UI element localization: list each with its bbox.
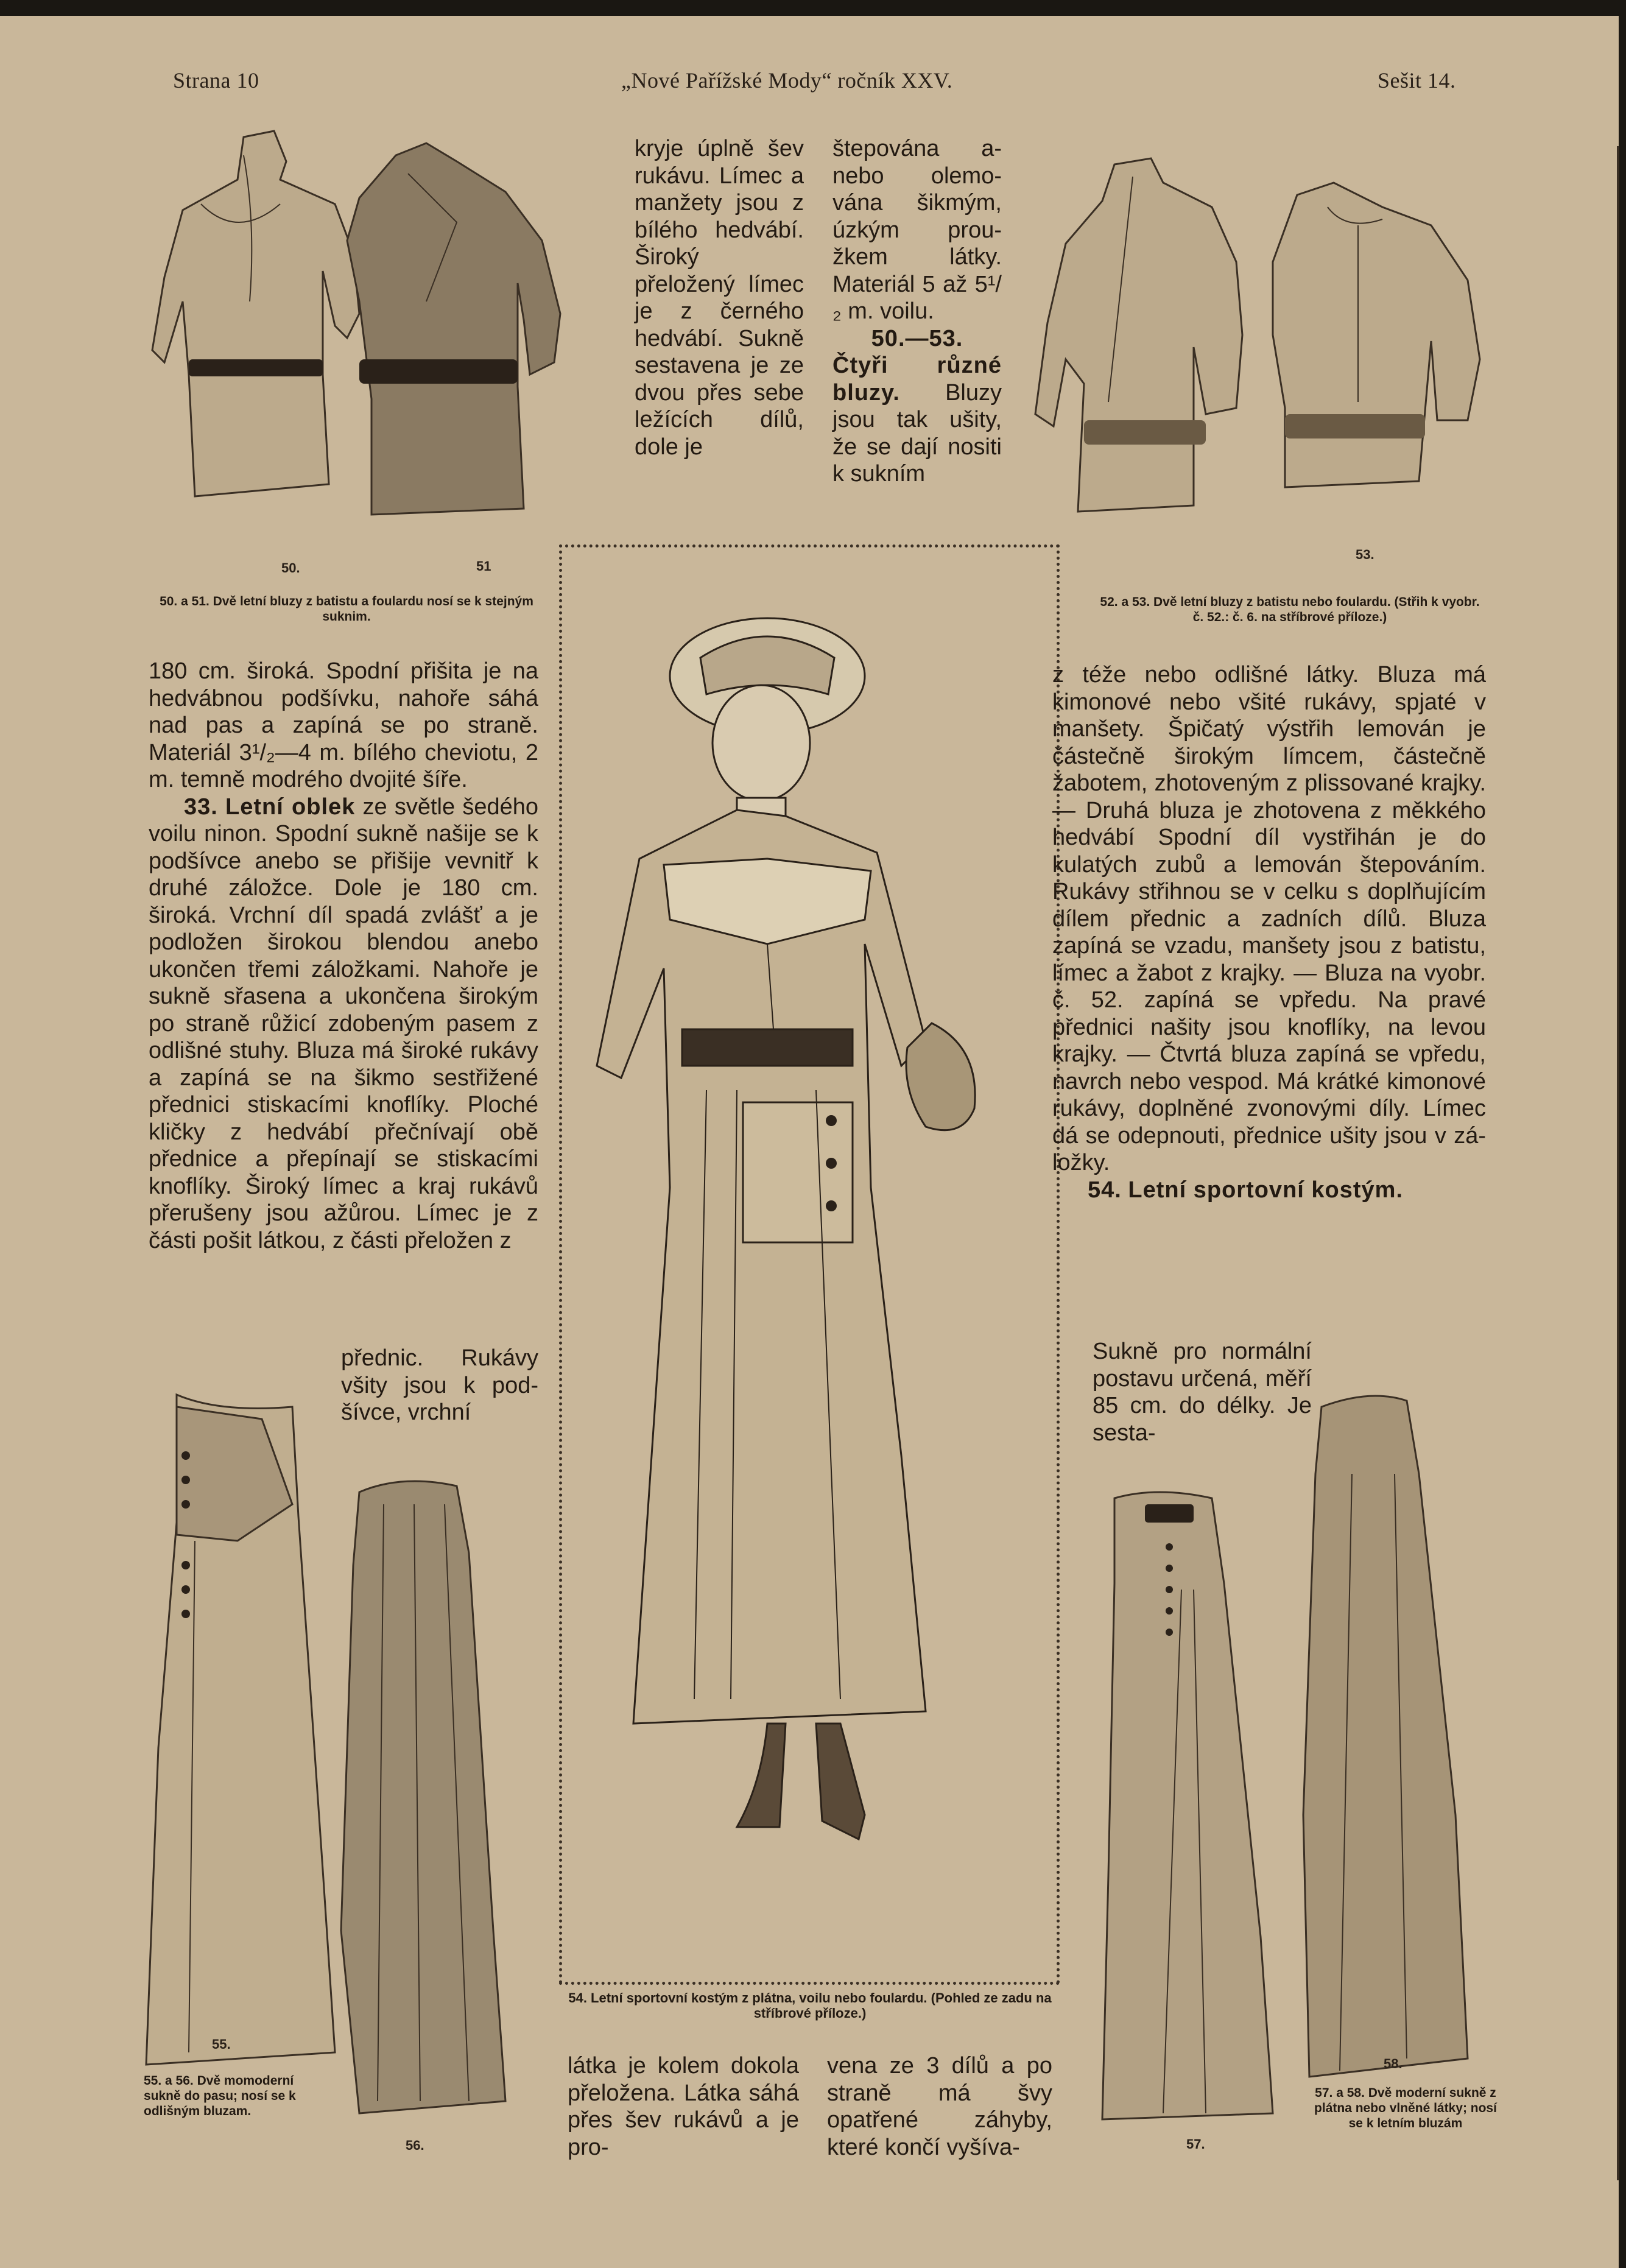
text-column-bottom-right: vena ze 3 dílů a po straně má švy opatřené záhyby, které končí vyšíva-	[827, 2053, 1052, 2160]
text-column-right-continuation: Sukně pro normální postavu určená, měří 85 cm. do délky. Je sesta-	[1093, 1339, 1312, 1446]
caption-50-51: 50. a 51. Dvě letní bluzy z batistu a foulardu nosí se k stejným suknim.	[160, 594, 533, 624]
summer-suit-number: 33.	[184, 794, 218, 820]
text-column-right	[1052, 661, 1486, 1203]
summer-suit-text: ze světle šedého voilu ninon. Spodní sukně našije se k podšívce anebo se přišije vevnitř k druhé záložce. Dole je 180 cm. široká. Vrchní díl spadá zvlášť a je podložen širokou blendou anebo ukončen třemi záložkami. Nahoře je sukně sřasena a ukončena širokým po straně růžicí zdobeným pasem z odlišné stuhy. Bluza má široké rukávy a zapíná se na šikmo sestřižené přednici stiskacími knoflíky. Ploché kličky z hedvábí přečnívají obě přednice a přepínají se stiskacími knoflíky. Široký límec a kraj rukávů přerušeny jsou ažůrou. Límec je z části pošit látkou, z části přeložen z	[149, 794, 538, 1253]
figure-label-53: 53.	[1356, 547, 1374, 562]
four-blouses-heading: Čtyři různé bluzy.	[832, 353, 1002, 406]
left-paragraph-1: 180 cm. široká. Spodní přišita je na hedvábnou podšívku, nahoře sáhá nad pas a zapíná se po straně. Materiál 3¹/₂—4 m. bílého cheviotu, 2 m. temně modrého dvojité šíře.	[149, 658, 538, 792]
caption-54: 54. Letní sportovní kostým z plátna, voilu nebo foulardu. (Pohled ze zadu na stříbrové příloze.)	[568, 1990, 1052, 2021]
sport-costume-illustration-54	[585, 603, 1035, 1955]
blouse-illustration-50-51	[140, 119, 597, 521]
caption-57-58: 57. a 58. Dvě moderní sukně z plátna nebo vlněné látky; nosí se k letním bluzám	[1314, 2086, 1497, 2130]
page-number: Strana 10	[173, 68, 259, 93]
figure-label-58: 58.	[1384, 2056, 1403, 2071]
summer-suit-heading: Letní oblek	[225, 794, 356, 820]
text-column-top-middle-left: kryje úplně šev rukávu. Límec a manžety jsou z bílého hedvábí. Široký přeložený límec je z černého hedvábí. Sukně sestavena je ze dvou přes sebe ležících dílů, dole je	[635, 136, 804, 460]
scan-border-top	[0, 0, 1626, 16]
text-column-bottom-left: látka je kolem dokola přeložena. Látka sáhá přes šev rukávů a je pro-	[568, 2053, 799, 2160]
section-heading-50-53: 50.—53.	[871, 325, 963, 351]
skirt-illustration-57-58	[1090, 1389, 1504, 2156]
blouse-illustration-52-53	[1041, 140, 1498, 518]
text-column-left	[149, 658, 538, 1254]
sport-costume-number: 54.	[1088, 1177, 1122, 1203]
text-column-left-continuation: přednic. Rukávy všity jsou k podšívce, vrchní	[341, 1345, 538, 1425]
figure-label-51: 51	[476, 558, 491, 574]
left-paragraph-2	[149, 794, 538, 1255]
figure-label-55: 55.	[212, 2037, 231, 2052]
blouse-material-text: štepována anebo olemována šikmým, úzkým proužkem látky. Materiál 5 až 5¹/₂ m. voilu.	[832, 136, 1002, 324]
caption-55-56: 55. a 56. Dvě momoderní sukně do pasu; nosí se k odlišným bluzam.	[144, 2074, 296, 2118]
right-paragraph-2	[1052, 1177, 1486, 1204]
figure-label-56: 56.	[406, 2138, 424, 2153]
issue-number: Sešit 14.	[1378, 68, 1456, 93]
four-blouses-text: Bluzy jsou tak ušity, že se dají nositi k sukním	[832, 379, 1002, 487]
skirt-illustration-55-56	[140, 1382, 554, 2144]
right-paragraph-1: z téže nebo odlišné látky. Bluza má kimonové nebo všité rukávy, spjaté v manšety. Špičatý výstřih lemován je částečně širokým límcem, částečně žabotem, zhotoveným z plissované krajky. — Druhá bluza je zhotovena z měkkého hedvábí Spodní díl vystřihán je do kulatých zubů a lemován štepováním. Rukávy střihnou se v celku s doplňujícím dílem přednic a zadních dílů. Bluza zapíná se vzadu, manšety jsou z batistu, límec a žabot z krajky. — Bluza na vyobr. č. 52. zapíná se vpředu. Na pravé přednici našity jsou knoflíky, na levou krajky. — Čtvrtá bluza zapíná se vpředu, navrch nebo vespod. Má krátké kimonové rukávy, doplněné zvonovými díly. Límec dá se odepnouti, přednice ušity jsou v záložky.	[1052, 662, 1486, 1175]
sport-costume-heading: Letní sportovní kostým.	[1128, 1177, 1404, 1203]
magazine-title: „Nové Pařížské Mody“ ročník XXV.	[621, 68, 953, 93]
caption-52-53: 52. a 53. Dvě letní bluzy z batistu nebo foulardu. (Střih k vyobr. č. 52.: č. 6. na stříbrové příloze.)	[1100, 595, 1480, 624]
text-column-top-middle-right	[832, 135, 1002, 488]
figure-label-57: 57.	[1186, 2136, 1205, 2152]
figure-label-50: 50.	[281, 560, 300, 576]
scan-border-right	[1619, 0, 1626, 2268]
page-edge-line	[1617, 146, 1619, 2180]
four-blouses-paragraph	[832, 352, 1002, 488]
